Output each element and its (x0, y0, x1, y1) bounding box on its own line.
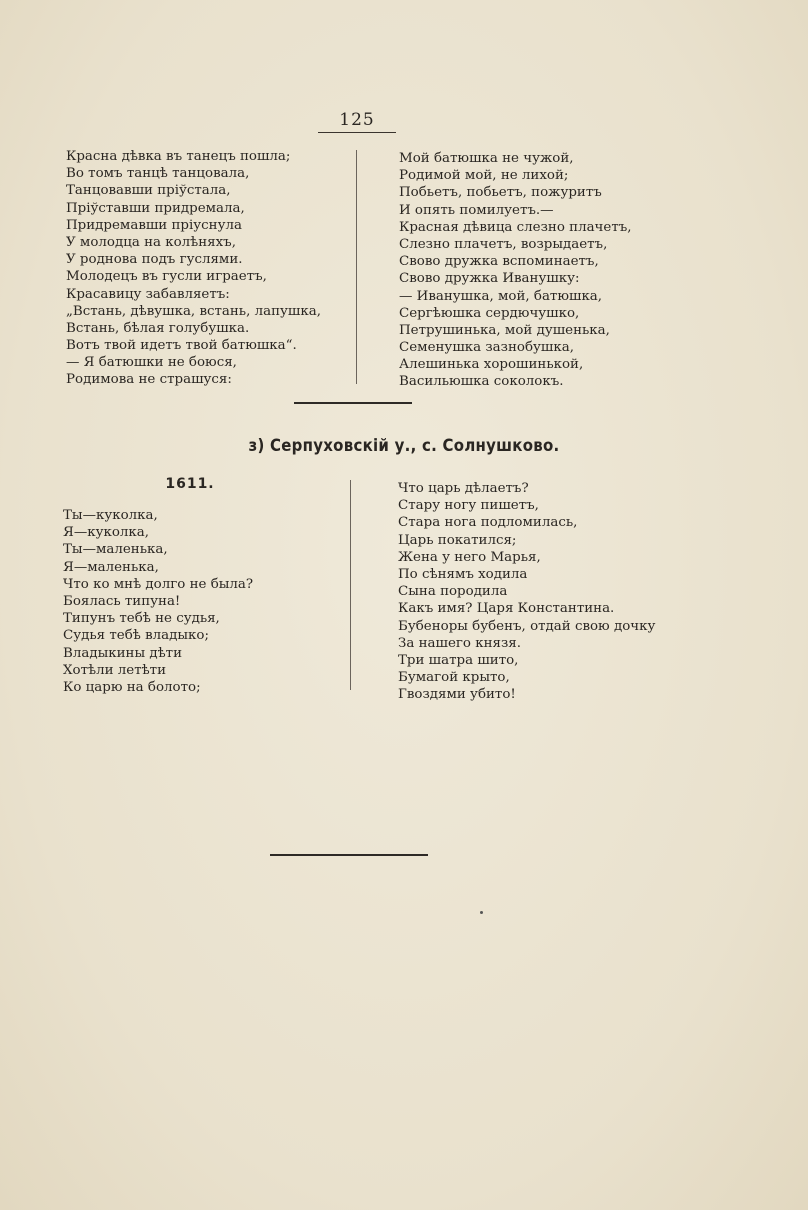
verse-line: Встань, бѣлая голубушка. (66, 320, 250, 336)
verse-line: Ты—маленька, (63, 542, 168, 558)
verse-line: Танцовавши пріўстала, (66, 183, 231, 199)
verse-line: — Я батюшки не боюся, (66, 355, 237, 371)
section-separator-rule (294, 402, 412, 404)
verse-line: Что царь дѣлаетъ? (398, 481, 529, 496)
verse-line: Свово дружка Иванушку: (399, 271, 580, 287)
section-heading: з) Серпуховскій у., с. Солнушково. (248, 436, 560, 456)
verse-line: Слезно плачетъ, возрыдаетъ, (399, 236, 608, 252)
verse-line: Стара нога подломилась, (398, 515, 578, 531)
verse-line: Что ко мнѣ долго не была? (63, 576, 254, 592)
verse-line: Побьетъ, побьетъ, пожуритъ (399, 185, 602, 201)
verse-line: Хотѣли летѣти (63, 662, 167, 678)
verse-line: Бумагой крыто, (398, 670, 510, 686)
verse-line: Во томъ танцѣ танцовала, (66, 166, 250, 182)
verse-line: Три шатра шито, (398, 652, 519, 668)
verse-line: Какъ имя? Царя Константина. (398, 601, 615, 617)
verse-line: Типунъ тебѣ не судья, (63, 611, 220, 627)
verse-line: Вотъ твой идетъ твой батюшка“. (66, 338, 297, 354)
top-column-divider (356, 150, 357, 384)
verse-line: Молодецъ въ гусли играетъ, (66, 269, 267, 285)
verse-line: Семенушка зазнобушка, (399, 340, 574, 356)
verse-line: Пріўставши придремала, (66, 200, 245, 216)
verse-line: Боялась типуна! (63, 593, 181, 609)
bottom-right-verse-column (398, 480, 655, 703)
verse-line: Свово дружка вспоминаетъ, (399, 254, 599, 270)
verse-line: Царь покатился; (398, 532, 517, 548)
verse-line: Красна дѣвка въ танецъ пошла; (66, 149, 291, 164)
verse-line: Сына породила (398, 584, 508, 600)
verse-line: Ты—куколка, (63, 508, 158, 523)
verse-line: Я—маленька, (63, 559, 159, 575)
verse-line: У молодца на колѣняхъ, (66, 234, 236, 250)
verse-line: Родимова не страшуся: (66, 372, 232, 388)
verse-line: Судья тебѣ владыко; (63, 628, 209, 644)
verse-line: За нашего князя. (398, 635, 521, 651)
verse-line: Жена у него Марья, (398, 549, 541, 565)
verse-line: Стару ногу пишетъ, (398, 498, 539, 514)
verse-line: „Встань, дѣвушка, встань, лапушка, (66, 303, 321, 319)
verse-line: Алешинька хорошинькой, (399, 357, 584, 373)
verse-line: Я—куколка, (63, 525, 149, 541)
bottom-left-verse-column (63, 507, 253, 696)
verse-line: Придремавши пріуснула (66, 217, 242, 233)
verse-line: Ко царю на болото; (63, 679, 201, 695)
verse-line: Красавицу забавляетъ: (66, 286, 230, 302)
verse-line: Мой батюшка не чужой, (399, 151, 574, 166)
verse-line: Бубеноры бубенъ, отдай свою дочку (398, 618, 656, 634)
page-number-rule (318, 132, 396, 133)
bottom-column-divider (350, 480, 351, 690)
verse-line: Петрушинька, мой душенька, (399, 322, 610, 338)
verse-line: — Иванушка, мой, батюшка, (399, 288, 603, 304)
verse-line: Гвоздями убито! (398, 687, 516, 703)
end-rule (270, 854, 428, 856)
top-left-verse-column (66, 148, 321, 389)
verse-line: Васильюшка соколокъ. (399, 374, 564, 390)
verse-line: И опять помилуетъ.— (399, 202, 554, 218)
verse-line: По сѣнямъ ходила (398, 566, 528, 582)
verse-line: Сергѣюшка сердючушко, (399, 305, 580, 321)
top-right-verse-column (399, 150, 632, 391)
verse-line: Родимой мой, не лихой; (399, 168, 569, 184)
verse-line: У роднова подъ гуслями. (66, 252, 243, 268)
paper-speck (480, 911, 483, 914)
verse-line: Владыкины дѣти (63, 645, 183, 661)
verse-line: Красная дѣвица слезно плачетъ, (399, 219, 632, 235)
song-number: 1611. (165, 476, 215, 492)
page-number: 125 (339, 110, 375, 130)
